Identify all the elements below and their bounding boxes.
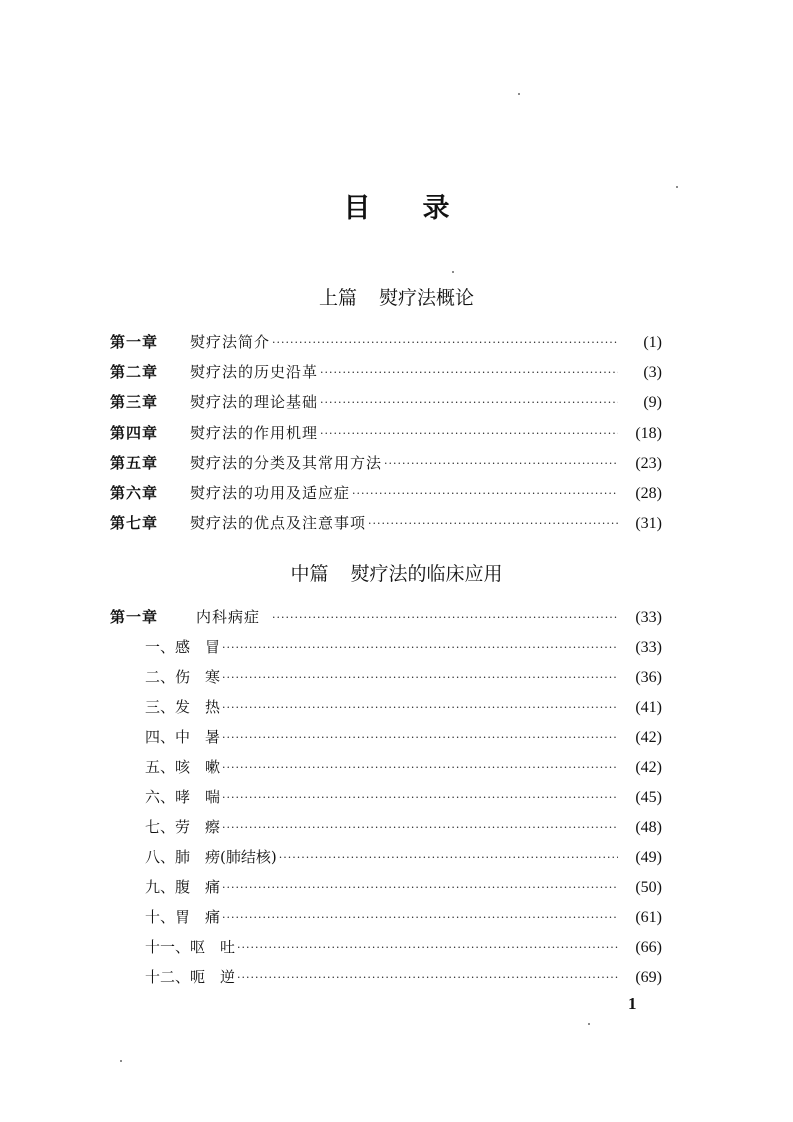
scan-speck — [518, 93, 520, 95]
toc-subentry[interactable] — [145, 665, 662, 689]
page-number: (42) — [635, 729, 662, 746]
dot-leader — [272, 331, 618, 355]
chapter-label: 第三章 — [110, 393, 159, 411]
entry-title: 十、胃 痛 — [145, 908, 221, 926]
entry-title: 九、腹 痛 — [145, 878, 221, 896]
dot-leader — [272, 606, 618, 630]
part-heading-upper — [0, 283, 793, 310]
entry-title: 六、哮 喘 — [145, 788, 221, 806]
page-number: (28) — [635, 485, 662, 502]
page-number: (66) — [635, 939, 662, 956]
chapter-label: 第七章 — [110, 514, 159, 532]
toc-subentry[interactable] — [145, 845, 662, 869]
entry-title: 一、感 冒 — [145, 638, 221, 656]
entry-title: 内科病症 — [196, 608, 261, 626]
toc-entry[interactable] — [110, 421, 662, 445]
toc-subentry[interactable] — [145, 755, 662, 779]
dot-leader — [320, 361, 618, 385]
entry-title: 熨疗法简介 — [190, 333, 271, 351]
chapter-label: 第四章 — [110, 424, 159, 442]
page-number: (49) — [635, 849, 662, 866]
toc-subentry[interactable] — [145, 785, 662, 809]
entry-title: 五、咳 嗽 — [145, 758, 221, 776]
page-number: (33) — [635, 639, 662, 656]
page-number: (48) — [635, 819, 662, 836]
toc-subentry[interactable] — [145, 695, 662, 719]
page-number: (41) — [635, 699, 662, 716]
page-number: (61) — [635, 909, 662, 926]
scan-speck — [676, 186, 678, 188]
dot-leader — [368, 512, 618, 536]
dot-leader — [222, 816, 618, 840]
toc-subentry[interactable] — [145, 875, 662, 899]
toc-subentry[interactable] — [145, 965, 662, 989]
toc-entry[interactable] — [110, 330, 662, 354]
part-prefix: 上篇 — [318, 287, 357, 309]
dot-leader — [320, 422, 618, 446]
toc-entry[interactable] — [110, 481, 662, 505]
dot-leader — [222, 756, 618, 780]
dot-leader — [352, 482, 618, 506]
chapter-label: 第一章 — [110, 608, 159, 626]
dot-leader — [222, 636, 618, 660]
dot-leader — [222, 876, 618, 900]
page-number: (33) — [635, 609, 662, 626]
toc-entry[interactable] — [110, 605, 662, 629]
part-title: 熨疗法概论 — [379, 287, 475, 309]
page-number: (31) — [635, 515, 662, 532]
page-number: (36) — [635, 669, 662, 686]
chapter-label: 第二章 — [110, 363, 159, 381]
scan-speck — [588, 1023, 590, 1025]
entry-title: 十二、呃 逆 — [145, 968, 236, 986]
dot-leader — [222, 696, 618, 720]
dot-leader — [237, 966, 618, 990]
page-number: (1) — [643, 334, 662, 351]
chapter-label: 第一章 — [110, 333, 159, 351]
entry-title: 八、肺 痨(肺结核) — [145, 848, 277, 866]
part-title: 熨疗法的临床应用 — [350, 563, 503, 585]
entry-title: 熨疗法的功用及适应症 — [190, 484, 351, 502]
toc-subentry[interactable] — [145, 935, 662, 959]
scan-speck — [452, 271, 454, 273]
toc-subentry[interactable] — [145, 725, 662, 749]
toc-entry[interactable] — [110, 360, 662, 384]
dot-leader — [222, 786, 618, 810]
entry-title: 熨疗法的历史沿革 — [190, 363, 319, 381]
entry-title: 熨疗法的作用机理 — [190, 424, 319, 442]
toc-entry[interactable] — [110, 451, 662, 475]
dot-leader — [222, 666, 618, 690]
toc-subentry[interactable] — [145, 635, 662, 659]
page-number: (69) — [635, 969, 662, 986]
toc-entry[interactable] — [110, 390, 662, 414]
dot-leader — [320, 391, 618, 415]
page-number: (3) — [643, 364, 662, 381]
toc-subentry[interactable] — [145, 905, 662, 929]
dot-leader — [222, 726, 618, 750]
page-title: 目录 — [343, 193, 502, 224]
page-number: (23) — [635, 455, 662, 472]
page-number: (50) — [635, 879, 662, 896]
entry-title: 三、发 热 — [145, 698, 221, 716]
page-folio: 1 — [628, 994, 637, 1013]
page-number: (42) — [635, 759, 662, 776]
entry-title: 七、劳 瘵 — [145, 818, 221, 836]
entry-title: 熨疗法的分类及其常用方法 — [190, 454, 383, 472]
chapter-label: 第六章 — [110, 484, 159, 502]
entry-title: 熨疗法的理论基础 — [190, 393, 319, 411]
toc-entry[interactable] — [110, 511, 662, 535]
chapter-label: 第五章 — [110, 454, 159, 472]
page-number: (18) — [635, 425, 662, 442]
scan-speck — [120, 1060, 122, 1062]
dot-leader — [279, 846, 618, 870]
dot-leader — [222, 906, 618, 930]
part-prefix: 中篇 — [290, 563, 329, 585]
toc-subentry[interactable] — [145, 815, 662, 839]
entry-title: 十一、呕 吐 — [145, 938, 236, 956]
dot-leader — [384, 452, 618, 476]
dot-leader — [237, 936, 618, 960]
page-number: (45) — [635, 789, 662, 806]
entry-title: 二、伤 寒 — [145, 668, 221, 686]
part-heading-middle — [0, 559, 793, 586]
entry-title: 熨疗法的优点及注意事项 — [190, 514, 367, 532]
entry-title: 四、中 暑 — [145, 728, 221, 746]
page-number: (9) — [643, 394, 662, 411]
